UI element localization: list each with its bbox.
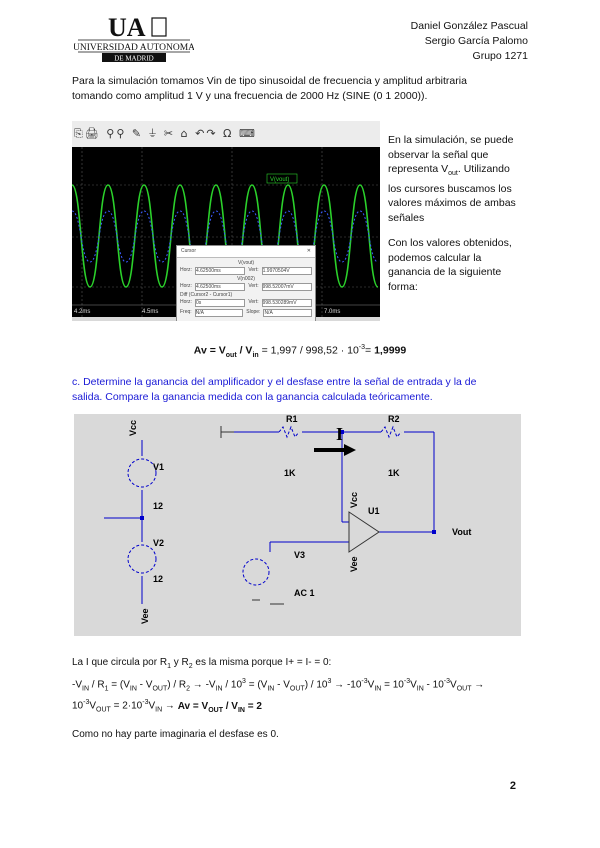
- question-c: [72, 375, 477, 404]
- r1-label: R1: [286, 414, 298, 424]
- c1-vert-value[interactable]: 1.9970504V: [262, 267, 312, 275]
- side-line-6: señales: [388, 211, 425, 224]
- ac-label: AC 1: [294, 588, 315, 598]
- side-explanation: [388, 133, 538, 294]
- tick-label-1: 4.2ms: [74, 309, 91, 315]
- c2-horz-label: Horz:: [180, 283, 192, 289]
- diff-horz-label: Horz:: [180, 299, 192, 305]
- gain-formula: $Av = V_{out} / V_{in} = 1,997 / 998,52 \cdot 10^{-3}= 1,9999$: [193, 344, 407, 359]
- v3-label: V3: [294, 550, 306, 560]
- logo-letters: UA: [108, 14, 146, 42]
- tick-label-3: 7.0ms: [324, 309, 341, 315]
- vcc-top-label: Vcc: [128, 419, 138, 436]
- r2-label: R2: [388, 414, 400, 424]
- diff-freq-label: Freq:: [180, 309, 192, 315]
- page-number: 2: [509, 780, 516, 792]
- diff-horz-value[interactable]: 0s: [195, 299, 245, 307]
- side-line-8: podemos calcular la: [388, 251, 482, 264]
- diff-header: Diff (Cursor2 - Cursor1): [180, 292, 233, 298]
- v2-value: 12: [153, 574, 164, 584]
- current-label: I: [336, 424, 344, 444]
- r2-value: 1K: [388, 468, 400, 478]
- v1-value: 12: [153, 501, 164, 511]
- v2-label: V2: [153, 538, 165, 548]
- diff-vert-value[interactable]: 998.530289mV: [262, 299, 312, 307]
- c2-vert-value[interactable]: 998.52007mV: [262, 283, 312, 291]
- diff-slope-value[interactable]: N/A: [263, 309, 312, 317]
- opamp-vcc-label: Vcc: [349, 491, 359, 508]
- simulator-toolbar: ⎘🖨 ⚲⚲ ✎ ⏚ ✂ ⌂ ↶↷ Ω ⌨: [72, 121, 380, 148]
- side-line-7: Con los valores obtenidos,: [388, 237, 512, 250]
- side-line-3: representa $V_{out}$. Utilizando: [388, 163, 510, 178]
- question-c-line-2: salida. Compare la ganancia medida con la ganancia calculada teóricamente.: [72, 390, 433, 403]
- u1-label: U1: [368, 506, 380, 516]
- side-line-9: ganancia de la siguiente: [388, 266, 502, 279]
- tick-label-2: 4.5ms: [142, 309, 159, 315]
- side-line-5: valores máximos de ambas: [388, 197, 516, 210]
- author-name-1: Daniel González Pascual: [410, 20, 528, 32]
- cursor-window[interactable]: [176, 245, 316, 321]
- diff-freq-value[interactable]: N/A: [195, 309, 244, 317]
- intro-line-1: Para la simulación tomamos Vin de tipo sinusoidal de frecuencia y amplitud arbitraria: [72, 75, 467, 87]
- intro-paragraph: [72, 74, 467, 103]
- intro-line-2: tomando como amplitud 1 V y una frecuencia de 2000 Hz (SINE (0 1 2000)).: [72, 89, 428, 102]
- c2-horz-value[interactable]: 4.62500ms: [195, 283, 245, 291]
- r1-value: 1K: [284, 468, 296, 478]
- cursor1-header: V(vout): [237, 260, 255, 266]
- simulation-screenshot: [72, 121, 380, 321]
- analysis-block: [72, 656, 484, 743]
- cursor-window-title: Cursor: [181, 248, 197, 254]
- cursor2-header: V(n002): [237, 276, 255, 282]
- c1-vert-label: Vert:: [248, 267, 259, 273]
- diff-vert-label: Vert:: [248, 299, 259, 305]
- phase-conclusion: Como no hay parte imaginaria el desfase es 0.: [72, 729, 279, 741]
- logo-line1: UNIVERSIDAD AUTONOMA: [74, 43, 194, 53]
- close-icon[interactable]: ✕: [306, 248, 311, 254]
- vout-label: Vout: [452, 527, 472, 537]
- side-line-2: observar la señal que: [388, 148, 489, 161]
- analysis-line-2: $-V_{IN} / R_1 = (V_{IN} - V_{OUT}) / R_2 \to -V_{IN} / 10^3 = (V_{IN} - V_{OUT}) / 10^3 \to -10^{-3}V_{IN} = 10^{-3}V_{IN} - 10^{-3}V_{OUT}$ →: [72, 677, 485, 692]
- logo-line2: DE MADRID: [114, 54, 154, 63]
- group-label: Grupo 1271: [472, 50, 528, 62]
- question-c-line-1: c. Determine la ganancia del amplificador y el desfase entre la señal de entrada y la de: [72, 376, 477, 388]
- side-line-1: En la simulación, se puede: [388, 134, 514, 146]
- analysis-line-1: La I que circula por $R_1$ y $R_2$ es la misma porque I+ = I- = 0:: [72, 657, 332, 670]
- author-name-2: Sergio García Palomo: [424, 35, 528, 47]
- trace-label: V(vout): [270, 177, 290, 183]
- waveform-plot: [72, 147, 380, 317]
- circuit-schematic: [74, 414, 521, 636]
- opamp-vee-label: Vee: [349, 556, 359, 572]
- analysis-line-3: $10^{-3}V_{OUT} = 2\cdot 10^{-3}V_{IN} \to Av = V_{OUT} / V_{IN} = 2$: [72, 699, 262, 714]
- author-block: [411, 19, 528, 64]
- c1-horz-value[interactable]: 4.62500ms: [195, 267, 245, 275]
- side-line-10: forma:: [388, 280, 418, 293]
- diff-slope-label: Slope:: [246, 309, 261, 315]
- c2-vert-label: Vert:: [248, 283, 259, 289]
- side-line-4: los cursores buscamos los: [388, 182, 512, 195]
- c1-horz-label: Horz:: [180, 267, 192, 273]
- university-logo: [74, 14, 194, 64]
- v1-label: V1: [153, 462, 165, 472]
- vee-bottom-label: Vee: [140, 608, 150, 624]
